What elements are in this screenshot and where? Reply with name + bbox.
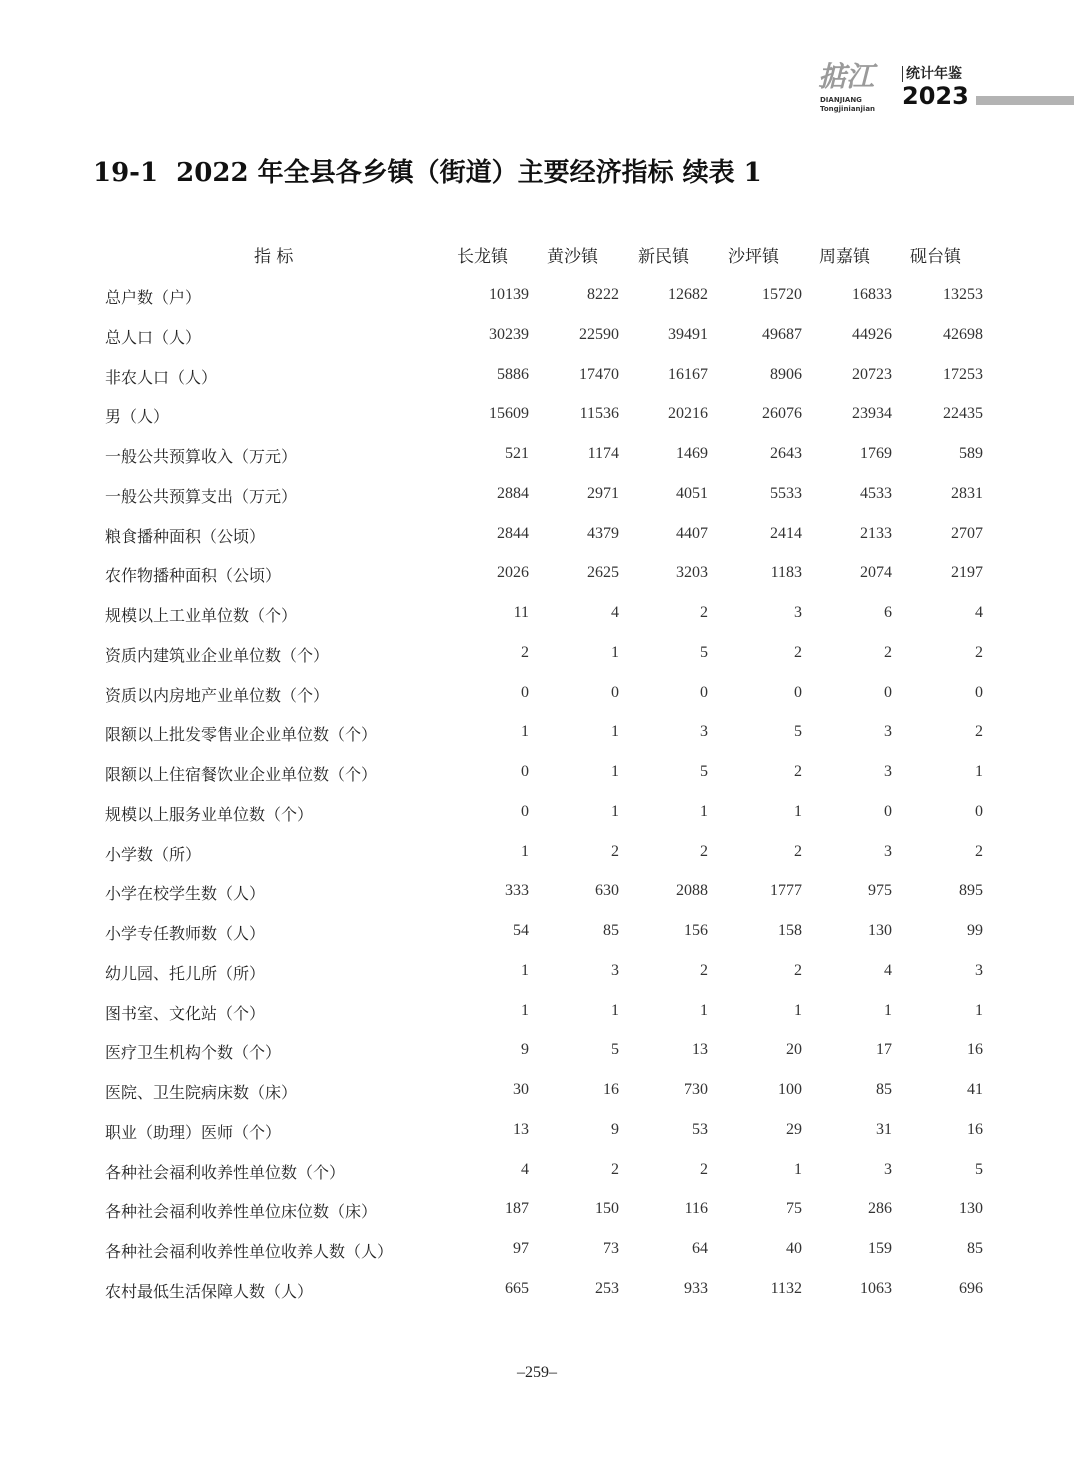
logo-title: 统计年鉴: [902, 66, 962, 82]
row-label: 男（人）: [105, 407, 170, 427]
table-cell: 26076: [762, 405, 802, 423]
table-cell: 11: [513, 604, 529, 621]
row-label: 粮食播种面积（公顷）: [105, 526, 266, 546]
column-header: 长龙镇: [457, 247, 508, 267]
table-cell: 1: [521, 842, 529, 860]
table-cell: 730: [684, 1081, 708, 1098]
table-cell: 2: [700, 604, 708, 621]
table-cell: 4407: [676, 524, 708, 542]
row-label: 医院、卫生院病床数（床）: [105, 1083, 298, 1102]
logo-script: 掂江: [818, 60, 875, 93]
row-label: 幼儿园、托儿所（所）: [105, 963, 266, 983]
row-label: 规模以上工业单位数（个）: [105, 606, 298, 625]
table-cell: 16: [603, 1081, 619, 1098]
table-cell: 40: [786, 1240, 802, 1257]
table-cell: 4051: [676, 484, 708, 502]
table-cell: 1: [700, 802, 708, 820]
table-cell: 16: [967, 1120, 983, 1138]
table-cell: 3: [884, 842, 892, 860]
table-cell: 150: [595, 1200, 619, 1218]
table-cell: 933: [684, 1279, 708, 1297]
table-cell: 1: [611, 802, 619, 820]
table-cell: 1777: [770, 882, 802, 900]
table-cell: 2: [611, 842, 619, 860]
table-cell: 1: [521, 961, 529, 979]
table-cell: 2026: [497, 564, 529, 582]
table-cell: 97: [513, 1240, 529, 1257]
table-cell: 159: [868, 1240, 892, 1257]
table-cell: 17253: [943, 365, 983, 383]
yearbook-logo: [818, 60, 1074, 118]
table-cell: 0: [521, 802, 529, 820]
table-cell: 53: [692, 1120, 708, 1138]
table-cell: 2844: [497, 524, 529, 542]
table-cell: 22590: [579, 325, 619, 343]
table-cell: 3: [884, 1160, 892, 1178]
page-title: 19-1 2022 年全县各乡镇（街道）主要经济指标 续表 1: [93, 158, 762, 188]
header-bar: [976, 96, 1074, 105]
table-cell: 20216: [668, 405, 708, 423]
row-label: 各种社会福利收养性单位收养人数（人）: [105, 1242, 394, 1261]
table-cell: 3: [611, 961, 619, 979]
table-cell: 85: [967, 1240, 983, 1257]
table-cell: 5: [794, 723, 802, 741]
table-cell: 100: [778, 1081, 802, 1098]
table-cell: 49687: [762, 325, 802, 343]
table-cell: 2: [975, 723, 983, 741]
table-cell: 5: [611, 1041, 619, 1059]
table-cell: 158: [778, 922, 802, 939]
table-cell: 3: [794, 604, 802, 621]
table-cell: 2831: [951, 484, 983, 502]
table-cell: 116: [684, 1200, 708, 1218]
table-cell: 13: [692, 1041, 708, 1059]
table-cell: 10139: [489, 286, 529, 303]
row-label: 总人口（人）: [105, 327, 202, 347]
table-cell: 286: [868, 1200, 892, 1218]
table-cell: 30: [513, 1081, 529, 1098]
table-cell: 2133: [860, 524, 892, 542]
table-cell: 3: [884, 763, 892, 780]
table-cell: 2: [794, 961, 802, 979]
table-cell: 30239: [489, 325, 529, 343]
table-cell: 13253: [943, 286, 983, 303]
table-cell: 2: [794, 842, 802, 860]
table-cell: 2074: [860, 564, 892, 582]
row-label: 小学在校学生数（人）: [105, 884, 266, 904]
table-cell: 521: [505, 445, 529, 462]
table-cell: 3: [884, 723, 892, 741]
table-cell: 4: [975, 604, 983, 621]
table-cell: 16833: [852, 286, 892, 303]
table-cell: 0: [611, 683, 619, 701]
table-cell: 1769: [860, 445, 892, 462]
table-cell: 2: [521, 643, 529, 661]
table-cell: 1: [521, 723, 529, 741]
row-label: 一般公共预算支出（万元）: [105, 486, 298, 506]
table-cell: 5533: [770, 484, 802, 502]
table-cell: 1063: [860, 1279, 892, 1297]
table-cell: 5886: [497, 365, 529, 383]
logo-year: 2023: [902, 82, 969, 110]
table-cell: 0: [884, 802, 892, 820]
table-cell: 0: [794, 683, 802, 701]
table-cell: 75: [786, 1200, 802, 1218]
column-header: 黄沙镇: [547, 247, 598, 267]
table-cell: 4: [611, 604, 619, 621]
table-cell: 2: [794, 763, 802, 780]
row-label: 农村最低生活保障人数（人）: [105, 1281, 314, 1301]
row-label: 非农人口（人）: [105, 367, 218, 387]
column-header: 沙坪镇: [728, 247, 779, 267]
row-label: 规模以上服务业单位数（个）: [105, 804, 314, 824]
table-cell: 20: [786, 1041, 802, 1059]
table-cell: 2: [975, 643, 983, 661]
table-cell: 2: [794, 643, 802, 661]
table-cell: 1: [975, 763, 983, 780]
table-cell: 17470: [579, 365, 619, 383]
table-cell: 696: [959, 1279, 983, 1297]
row-label: 总户数（户）: [105, 288, 202, 307]
table-cell: 4379: [587, 524, 619, 542]
table-cell: 4533: [860, 484, 892, 502]
table-cell: 1174: [587, 445, 619, 462]
table-cell: 975: [868, 882, 892, 900]
table-cell: 2: [884, 643, 892, 661]
table-cell: 2414: [770, 524, 802, 542]
table-cell: 4: [884, 961, 892, 979]
table-cell: 1: [794, 1001, 802, 1019]
page-number: –259–: [517, 1364, 557, 1381]
table-cell: 2: [975, 842, 983, 860]
table-cell: 85: [876, 1081, 892, 1098]
table-cell: 2643: [770, 445, 802, 462]
table-cell: 39491: [668, 325, 708, 343]
column-header: 新民镇: [638, 247, 689, 267]
table-cell: 2: [700, 1160, 708, 1178]
table-cell: 589: [959, 445, 983, 462]
table-cell: 2: [611, 1160, 619, 1178]
table-cell: 3: [975, 961, 983, 979]
row-label: 一般公共预算收入（万元）: [105, 447, 298, 466]
table-cell: 1: [884, 1001, 892, 1019]
table-cell: 41: [967, 1081, 983, 1098]
row-label: 各种社会福利收养性单位床位数（床）: [105, 1202, 378, 1222]
table-cell: 895: [959, 882, 983, 900]
table-cell: 2971: [587, 484, 619, 502]
table-cell: 2707: [951, 524, 983, 542]
row-label: 各种社会福利收养性单位数（个）: [105, 1162, 346, 1182]
table-cell: 0: [521, 763, 529, 780]
table-cell: 1: [975, 1001, 983, 1019]
table-cell: 16167: [668, 365, 708, 383]
table-cell: 2088: [676, 882, 708, 900]
table-cell: 1132: [770, 1279, 802, 1297]
table-cell: 20723: [852, 365, 892, 383]
table-cell: 3: [700, 723, 708, 741]
table-cell: 99: [967, 922, 983, 939]
table-cell: 5: [700, 763, 708, 780]
table-cell: 64: [692, 1240, 708, 1257]
row-label: 资质以内房地产业单位数（个）: [105, 685, 330, 705]
table-cell: 29: [786, 1120, 802, 1138]
table-cell: 630: [595, 882, 619, 900]
table-cell: 8222: [587, 286, 619, 303]
row-label: 限额以上住宿餐饮业企业单位数（个）: [105, 765, 378, 784]
table-cell: 0: [521, 683, 529, 701]
table-cell: 1: [611, 723, 619, 741]
logo-pinyin-sub: Tongjinianjian: [820, 105, 876, 113]
table-cell: 31: [876, 1120, 892, 1138]
table-cell: 9: [611, 1120, 619, 1138]
table-cell: 16: [967, 1041, 983, 1059]
table-cell: 12682: [668, 286, 708, 303]
table-cell: 3203: [676, 564, 708, 582]
index-header: 指 标: [254, 247, 294, 267]
table-cell: 156: [684, 922, 708, 939]
table-cell: 187: [505, 1200, 529, 1218]
table-cell: 1: [611, 643, 619, 661]
table-cell: 2: [700, 842, 708, 860]
table-cell: 2884: [497, 484, 529, 502]
table-cell: 23934: [852, 405, 892, 423]
table-cell: 1: [611, 1001, 619, 1019]
table-cell: 1: [611, 763, 619, 780]
table-cell: 1: [521, 1001, 529, 1019]
table-cell: 22435: [943, 405, 983, 423]
table-cell: 1469: [676, 445, 708, 462]
table-cell: 1: [700, 1001, 708, 1019]
table-cell: 0: [975, 802, 983, 820]
row-label: 图书室、文化站（个）: [105, 1003, 266, 1023]
table-cell: 2197: [951, 564, 983, 582]
table-cell: 11536: [579, 405, 619, 423]
column-header: 周嘉镇: [819, 247, 870, 267]
table-cell: 44926: [852, 325, 892, 343]
table-cell: 15720: [762, 286, 802, 303]
table-cell: 42698: [943, 325, 983, 343]
table-cell: 333: [505, 882, 529, 900]
table-cell: 253: [595, 1279, 619, 1297]
table-cell: 130: [868, 922, 892, 939]
table-cell: 0: [975, 683, 983, 701]
row-label: 职业（助理）医师（个）: [105, 1122, 282, 1142]
table-cell: 17: [876, 1041, 892, 1059]
table-cell: 8906: [770, 365, 802, 383]
row-label: 医疗卫生机构个数（个）: [105, 1043, 282, 1063]
row-label: 小学专任教师数（人）: [105, 924, 266, 943]
table-cell: 1183: [770, 564, 802, 582]
table-cell: 0: [884, 683, 892, 701]
table-cell: 54: [513, 922, 529, 939]
table-cell: 9: [521, 1041, 529, 1059]
table-cell: 1: [794, 802, 802, 820]
table-cell: 0: [700, 683, 708, 701]
table-cell: 5: [700, 643, 708, 661]
table-cell: 2625: [587, 564, 619, 582]
table-cell: 5: [975, 1160, 983, 1178]
row-label: 农作物播种面积（公顷）: [105, 566, 282, 586]
logo-pinyin: DIANJIANG: [820, 96, 862, 104]
table-cell: 130: [959, 1200, 983, 1218]
column-header: 砚台镇: [910, 247, 961, 267]
table-cell: 13: [513, 1120, 529, 1138]
row-label: 限额以上批发零售业企业单位数（个）: [105, 725, 378, 745]
table-cell: 85: [603, 922, 619, 939]
table-cell: 2: [700, 961, 708, 979]
row-label: 小学数（所）: [105, 844, 202, 864]
table-cell: 1: [794, 1160, 802, 1178]
table-cell: 665: [505, 1279, 529, 1297]
table-cell: 6: [884, 604, 892, 621]
table-cell: 15609: [489, 405, 529, 423]
table-cell: 4: [521, 1160, 529, 1178]
table-cell: 73: [603, 1240, 619, 1257]
row-label: 资质内建筑业企业单位数（个）: [105, 645, 330, 665]
